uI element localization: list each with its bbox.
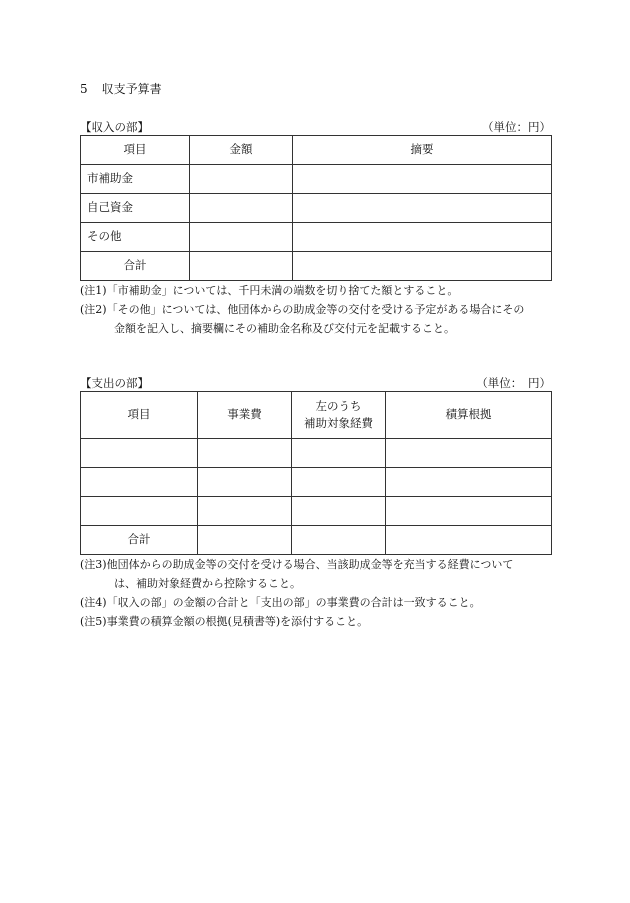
expense-item-cell[interactable] <box>81 468 198 497</box>
income-amount-cell[interactable] <box>190 165 293 194</box>
income-item-cell: その他 <box>81 223 190 252</box>
income-total-amount[interactable] <box>190 252 293 281</box>
expense-section-label: 【支出の部】 <box>80 376 149 390</box>
income-header-row <box>81 136 552 165</box>
expense-unit: （単位： 円） <box>476 376 551 390</box>
expense-header-row <box>81 392 552 439</box>
expense-item-cell[interactable] <box>81 439 198 468</box>
expense-total-label: 合計 <box>81 526 198 555</box>
income-section-header <box>80 119 551 135</box>
section-heading <box>80 80 162 97</box>
income-header-remarks: 摘要 <box>293 136 552 165</box>
income-item-cell: 自己資金 <box>81 194 190 223</box>
expense-total-eligible[interactable] <box>292 526 386 555</box>
expense-cost-cell[interactable] <box>198 468 292 497</box>
note-3-continued: は、補助対象経費から控除すること。 <box>114 577 301 590</box>
income-total-remarks[interactable] <box>293 252 552 281</box>
note-3: (注3) 他団体からの助成金等の交付を受ける場合、当該助成金等を充当する経費について <box>80 558 514 571</box>
expense-basis-cell[interactable] <box>386 439 552 468</box>
income-header-amount: 金額 <box>190 136 293 165</box>
note-2: (注2) 「その他」については、他団体からの助成金等の交付を受ける予定がある場合にその <box>80 303 525 316</box>
income-table <box>80 135 552 281</box>
note-5: (注5) 事業費の積算金額の根拠(見積書等)を添付すること。 <box>80 615 369 628</box>
expense-basis-cell[interactable] <box>386 468 552 497</box>
table-row <box>81 223 552 252</box>
income-remarks-cell[interactable] <box>293 223 552 252</box>
expense-total-basis[interactable] <box>386 526 552 555</box>
income-amount-cell[interactable] <box>190 223 293 252</box>
expense-notes <box>80 555 555 631</box>
expense-cost-cell[interactable] <box>198 439 292 468</box>
income-remarks-cell[interactable] <box>293 194 552 223</box>
expense-header-cost: 事業費 <box>198 392 292 439</box>
income-header-item: 項目 <box>81 136 190 165</box>
expense-eligible-cell[interactable] <box>292 439 386 468</box>
table-row <box>81 468 552 497</box>
income-remarks-cell[interactable] <box>293 165 552 194</box>
expense-table <box>80 391 552 555</box>
expense-eligible-cell[interactable] <box>292 468 386 497</box>
income-unit: （単位：円） <box>482 120 551 134</box>
section-title: 収支予算書 <box>101 82 162 96</box>
expense-item-cell[interactable] <box>81 497 198 526</box>
income-amount-cell[interactable] <box>190 194 293 223</box>
income-item-cell: 市補助金 <box>81 165 190 194</box>
income-total-row <box>81 252 552 281</box>
note-1: (注1) 「市補助金」については、千円未満の端数を切り捨てた額とすること。 <box>80 284 459 297</box>
income-section-label: 【収入の部】 <box>80 120 149 134</box>
section-number: 5 <box>80 82 88 96</box>
table-row <box>81 165 552 194</box>
table-row <box>81 497 552 526</box>
income-notes <box>80 281 555 338</box>
income-total-label: 合計 <box>81 252 190 281</box>
expense-header-eligible: 左のうち 補助対象経費 <box>292 392 386 439</box>
expense-header-item: 項目 <box>81 392 198 439</box>
expense-basis-cell[interactable] <box>386 497 552 526</box>
expense-eligible-cell[interactable] <box>292 497 386 526</box>
expense-header-basis: 積算根拠 <box>386 392 552 439</box>
table-row <box>81 439 552 468</box>
table-row <box>81 194 552 223</box>
expense-total-cost[interactable] <box>198 526 292 555</box>
expense-section-header <box>80 375 551 391</box>
note-4: (注4) 「収入の部」の金額の合計と「支出の部」の事業費の合計は一致すること。 <box>80 596 481 609</box>
note-2-continued: 金額を記入し、摘要欄にその補助金名称及び交付元を記載すること。 <box>114 322 455 335</box>
expense-total-row <box>81 526 552 555</box>
expense-cost-cell[interactable] <box>198 497 292 526</box>
